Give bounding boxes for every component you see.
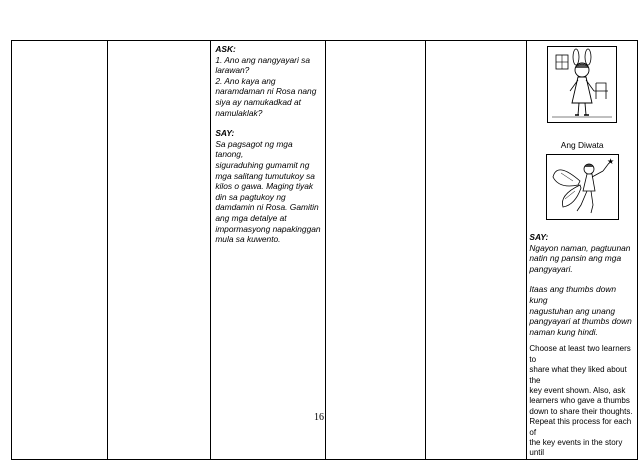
table-cell-col3 bbox=[211, 41, 326, 460]
instruction-line: learners who gave a thumbs bbox=[529, 396, 630, 406]
table-cell-col5 bbox=[426, 41, 527, 460]
say-line: mga salitang tumutukoy sa bbox=[215, 170, 315, 181]
say-line: impormasyong napakinggan bbox=[215, 223, 321, 234]
page-number: 16 bbox=[314, 412, 324, 423]
say-line: din sa pagtukoy ng bbox=[215, 191, 286, 202]
table-cell-col6 bbox=[527, 41, 638, 460]
instruction-text bbox=[529, 344, 635, 458]
ask-line: 2. Ano kaya ang bbox=[215, 75, 276, 86]
say-heading: SAY: bbox=[215, 128, 235, 139]
instruction-line: Choose at least two learners to bbox=[529, 344, 631, 364]
thumbs-line: Itaas ang thumbs down kung bbox=[529, 284, 616, 305]
say-line: kilos o gawa. Maging tiyak bbox=[215, 181, 314, 192]
girl-with-bunny-ears-icon bbox=[547, 46, 617, 123]
thumbs-line: nagustuhan ang unang bbox=[529, 305, 616, 316]
lesson-plan-table bbox=[11, 40, 638, 460]
instruction-line: share what they liked about the bbox=[529, 365, 627, 385]
say-line: Ngayon naman, pagtuunan bbox=[529, 242, 631, 253]
say-line: Sa pagsagot ng mga tanong, bbox=[215, 138, 293, 160]
table-row bbox=[12, 41, 638, 460]
instruction-line: Repeat this process for each of bbox=[529, 417, 632, 437]
instruction-line: down to share their thoughts. bbox=[529, 406, 633, 416]
svg-text:★: ★ bbox=[606, 157, 614, 166]
ask-line: namulaklak? bbox=[215, 107, 263, 118]
ask-line: 1. Ano ang nangyayari sa bbox=[215, 54, 311, 65]
ask-say-block bbox=[211, 41, 325, 245]
table-cell-col1 bbox=[12, 41, 108, 460]
say-line: damdamin ni Rosa. Gamitin bbox=[215, 202, 319, 213]
say-block bbox=[527, 228, 637, 459]
say-line: natin ng pansin ang mga bbox=[529, 253, 622, 264]
ask-line: naramdaman ni Rosa nang bbox=[215, 86, 317, 97]
table-cell-col2 bbox=[108, 41, 211, 460]
instruction-line: the key events in the story until bbox=[529, 438, 623, 458]
ask-heading: ASK: bbox=[215, 44, 236, 54]
ask-line: larawan? bbox=[215, 65, 250, 76]
say-line: pangyayari. bbox=[529, 263, 573, 274]
fairy-with-wand-icon bbox=[546, 154, 619, 220]
say-line: mula sa kuwento. bbox=[215, 234, 281, 245]
instruction-line: key event shown. Also, ask bbox=[529, 385, 626, 395]
image-caption: Ang Diwata bbox=[560, 140, 604, 150]
say-heading: SAY: bbox=[529, 232, 549, 242]
thumbs-line: pangyayari at thumbs down bbox=[529, 316, 632, 327]
thumbs-line: naman kung hindi. bbox=[529, 326, 598, 337]
ask-line: siya ay namukadkad at bbox=[215, 96, 301, 107]
table-cell-col4 bbox=[326, 41, 426, 460]
say-line: ang mga detalye at bbox=[215, 212, 287, 223]
say-line: siguraduhing gumamit ng bbox=[215, 159, 310, 170]
